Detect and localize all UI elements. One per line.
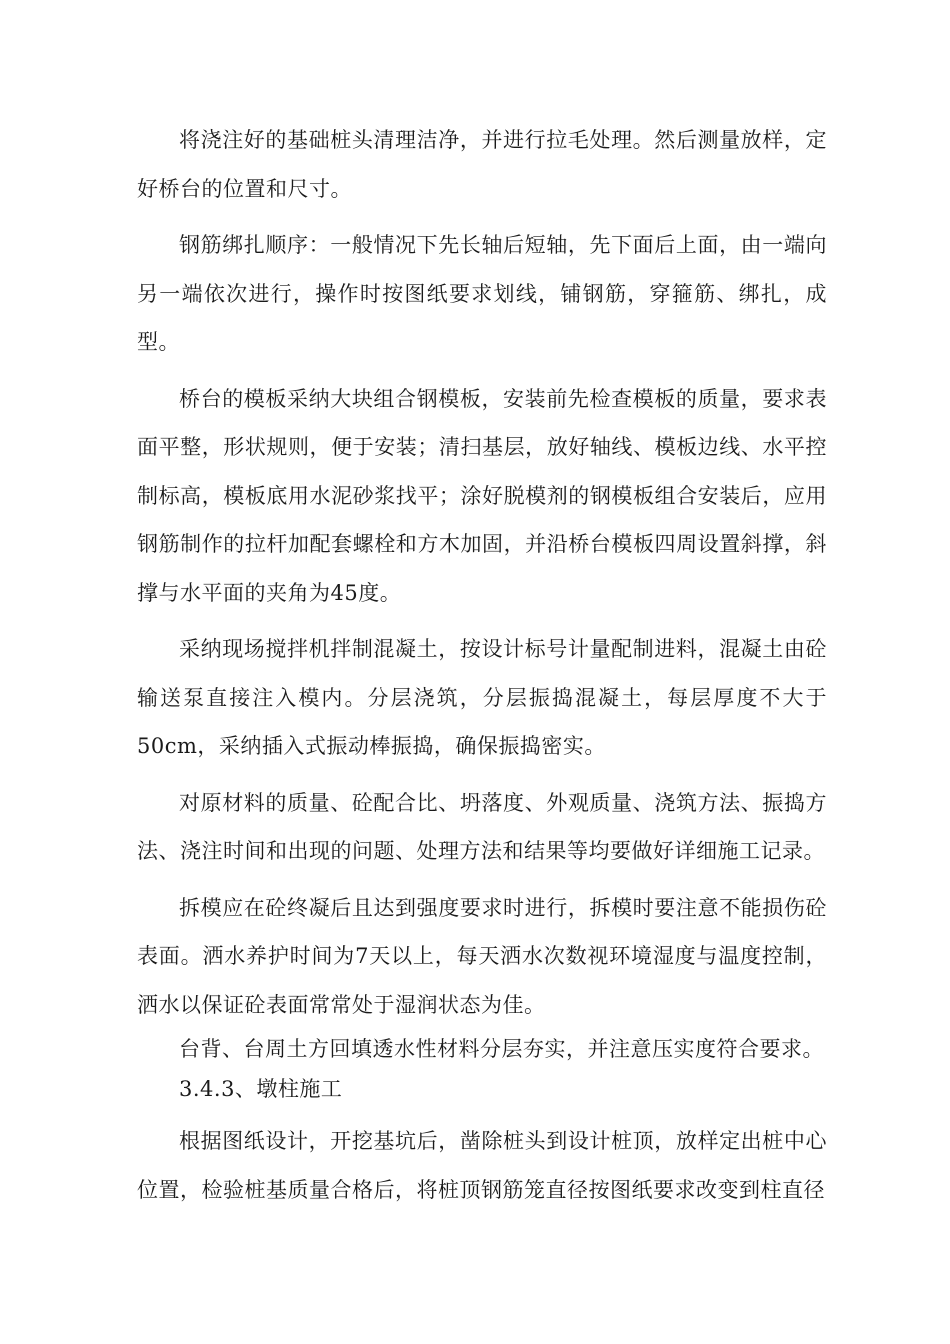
- section-heading-pier-column: 3.4.3、墩柱施工: [179, 1077, 343, 1101]
- paragraph-construction-records: 对原材料的质量、砼配合比、坍落度、外观质量、浇筑方法、振捣方法、浇注时间和出现的问题、处理方法和结果等均要做好详细施工记录。: [137, 790, 827, 863]
- paragraph-rebar-binding-order: 钢筋绑扎顺序：一般情况下先长轴后短轴，先下面后上面，由一端向另一端依次进行，操作时按图纸要求划线，铺钢筋，穿箍筋、绑扎，成型。: [137, 233, 827, 354]
- paragraph-form-removal-curing: 拆模应在砼终凝后且达到强度要求时进行，拆模时要注意不能损伤砼表面。洒水养护时间为7天以上，每天洒水次数视环境湿度与温度控制，洒水以保证砼表面常常处于湿润状态为佳。: [137, 895, 827, 1017]
- paragraph-formwork: 桥台的模板采纳大块组合钢模板，安装前先检查模板的质量，要求表面平整，形状规则，便于安装；清扫基层，放好轴线、模板边线、水平控制标高，模板底用水泥砂浆找平；涂好脱模剂的钢模板组合安装后，应用钢筋制作的拉杆加配套螺栓和方木加固，并沿桥台模板四周设置斜撑，斜撑与水平面的夹角为45度。: [137, 386, 827, 605]
- paragraph-backfill: 台背、台周土方回填透水性材料分层夯实，并注意压实度符合要求。: [179, 1037, 824, 1061]
- paragraph-pile-head-cleaning: 将浇注好的基础桩头清理洁净，并进行拉毛处理。然后测量放样，定好桥台的位置和尺寸。: [137, 128, 827, 201]
- document-body: [137, 116, 827, 1214]
- paragraph-concrete-mixing: 采纳现场搅拌机拌制混凝土，按设计标号计量配制进料，混凝土由砼输送泵直接注入模内。分层浇筑，分层振捣混凝土，每层厚度不大于50cm，采纳插入式振动棒振捣，确保振捣密实。: [137, 637, 827, 758]
- paragraph-pier-column-construction: 根据图纸设计，开挖基坑后，凿除桩头到设计桩顶，放样定出桩中心位置，检验桩基质量合格后，将桩顶钢筋笼直径按图纸要求改变到柱直径: [137, 1129, 827, 1202]
